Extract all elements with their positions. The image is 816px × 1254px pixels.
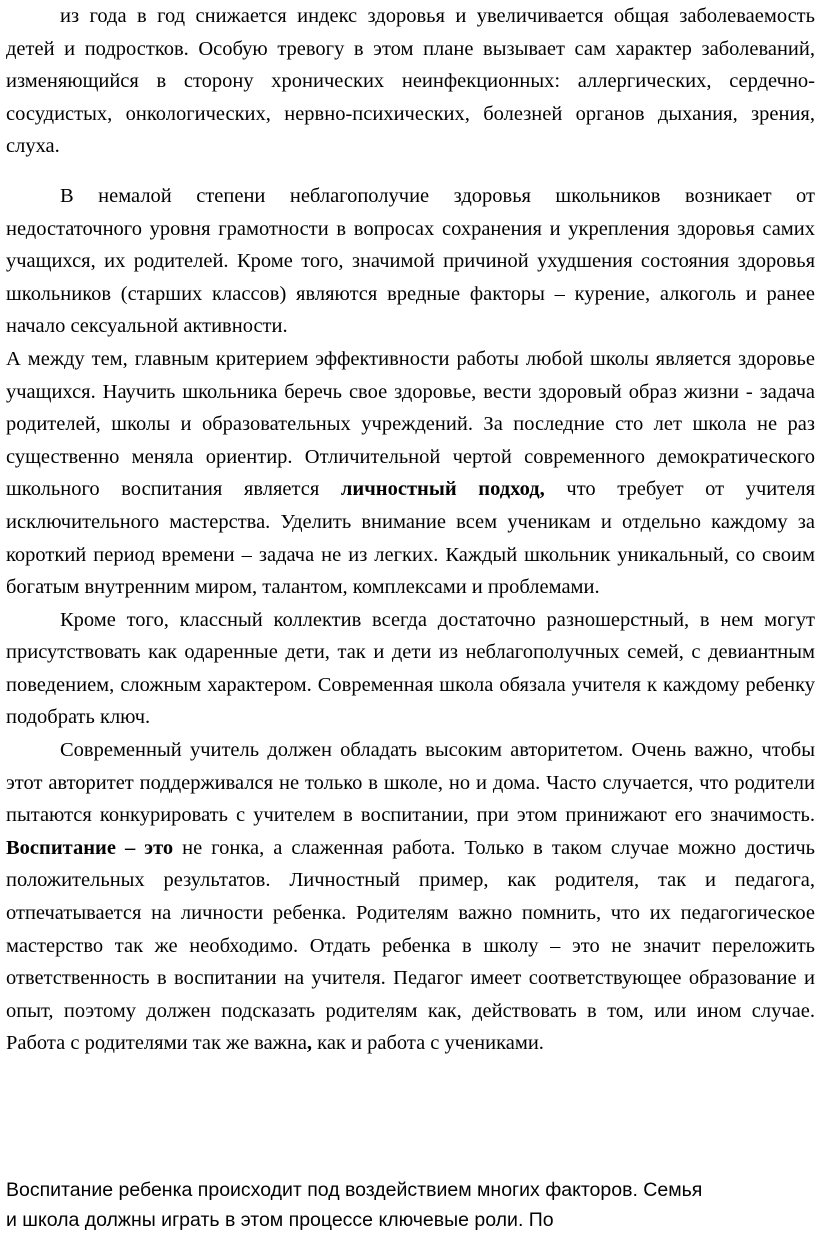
paragraph-text: В немалой степени неблагополучие здоровья школьников возникает от недостаточного уровня грамотности в вопросах сохранения и укрепления здоровья самих учащихся, их родителей. Кроме того, значимой причиной ухудшения состояния здоровья школьников (старших классов) являются вредные факторы – курение, алкоголь и ранее начало сексуальной активности.	[6, 184, 815, 338]
document-body	[6, 0, 815, 1060]
paragraph-line: Воспитание ребенка происходит под воздействием многих факторов. Семья	[6, 1179, 703, 1201]
paragraph-text: что требует от учителя исключительного мастерства. Уделить внимание всем ученикам и отдельно каждому за короткий период времени – задача не из легких. Каждый школьник уникальный, со своим богатым внутренним миром, талантом, комплексами и проблемами.	[6, 478, 815, 599]
paragraph-school-criteria	[6, 343, 815, 604]
paragraph-text: не гонка, а слаженная работа. Только в таком случае можно достичь положительных результатов. Личностный пример, как родителя, так и педагога, отпечатывается на личности ребенка. Родителям важно помнить, что их педагогическое мастерство так же необходимо. Отдать ребенка в школу – это не значит переложить ответственность в воспитании на учителя. Педагог имеет соответствующее образование и опыт, поэтому должен подсказать родителям как, действовать в том, или ином случае. Работа с родителями так же важна	[6, 836, 815, 1055]
paragraph-health-index	[6, 0, 815, 163]
paragraph-line: и школа должны играть в этом процессе ключевые роли. По	[6, 1209, 554, 1231]
bold-comma: ,	[306, 1032, 313, 1055]
paragraph-family-school	[6, 1175, 815, 1235]
paragraph-text: Кроме того, классный коллектив всегда достаточно разношерстный, в нем могут присутствовать как одаренные дети, так и дети из неблагополучных семей, с девиантным поведением, сложным характером. Современная школа обязала учителя к каждому ребенку подобрать ключ.	[6, 608, 815, 729]
paragraph-text: А между тем, главным критерием эффективности работы любой школы является здоровье учащихся. Научить школьника беречь свое здоровье, вести здоровый образ жизни - задача родителей, школы и образовательных учреждений. За последние сто лет школа не раз существенно меняла ориентир. Отличительной чертой современного демократического школьного воспитания является	[6, 347, 815, 501]
paragraph-text: Современный учитель должен обладать высоким авторитетом. Очень важно, чтобы этот авторитет поддерживался не только в школе, но и дома. Часто случается, что родители пытаются конкурировать с учителем в воспитании, при этом принижают его значимость.	[6, 739, 815, 827]
paragraph-teacher-authority	[6, 734, 815, 1060]
bold-term-upbringing: Воспитание – это	[6, 836, 174, 859]
bold-term-personal-approach: личностный подход,	[340, 478, 545, 501]
paragraph-text: как и работа с учениками.	[317, 1032, 544, 1055]
paragraph-health-problems	[6, 180, 815, 343]
paragraph-class-collective	[6, 604, 815, 734]
paragraph-text: из года в год снижается индекс здоровья и увеличивается общая заболеваемость детей и подростков. Особую тревогу в этом плане вызывает сам характер заболеваний, изменяющийся в сторону хронических неинфекционных: аллергических, сердечно-сосудистых, онкологических, нервно-психических, болезней органов дыхания, зрения, слуха.	[6, 5, 815, 158]
